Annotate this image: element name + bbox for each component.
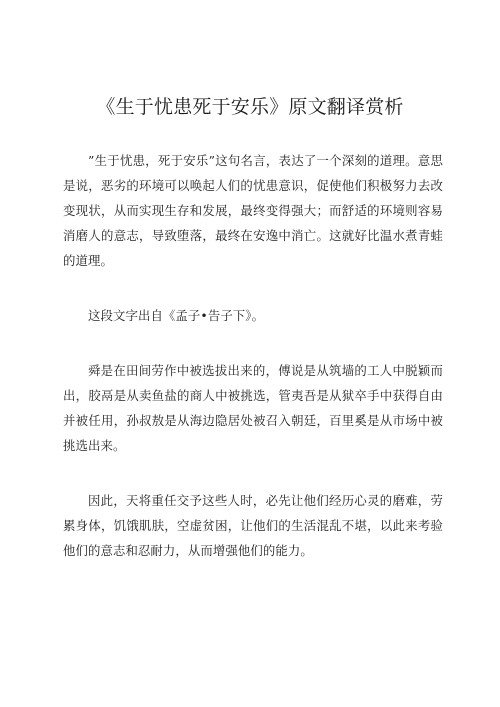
paragraph-source: 这段文字出自《孟子•告子下》。 [88,308,265,323]
paragraph-examples: 舜是在田间劳作中被选拔出来的，傅说是从筑墙的工人中脱颖而出，胶鬲是从卖鱼盐的商人中被挑选，管夷吾是从狱卒手中获得自由并被任用，孙叔敖是从海边隐居处被召入朝廷，百里奚是从市场中被挑选出来。 [63,363,443,453]
paragraph-conclusion: 因此，天将重任交予这些人时，必先让他们经历心灵的磨难，劳累身体，饥饿肌肤，空虚贫困，让他们的生活混乱不堪，以此来考验他们的意志和忍耐力，从而增强他们的能力。 [63,493,443,558]
document-body [63,148,443,593]
paragraph-intro: ”生于忧患，死于安乐”这句名言，表达了一个深刻的道理。意思是说，恶劣的环境可以唤起人们的忧患意识，促使他们积极努力去改变现状，从而实现生存和发展，最终变得强大；而舒适的环境则容易消磨人的意志，导致堕落，最终在安逸中消亡。这就好比温水煮青蛙的道理。 [63,153,443,268]
document-title: 《生于忧患死于安乐》原文翻译赏析 [96,96,404,118]
